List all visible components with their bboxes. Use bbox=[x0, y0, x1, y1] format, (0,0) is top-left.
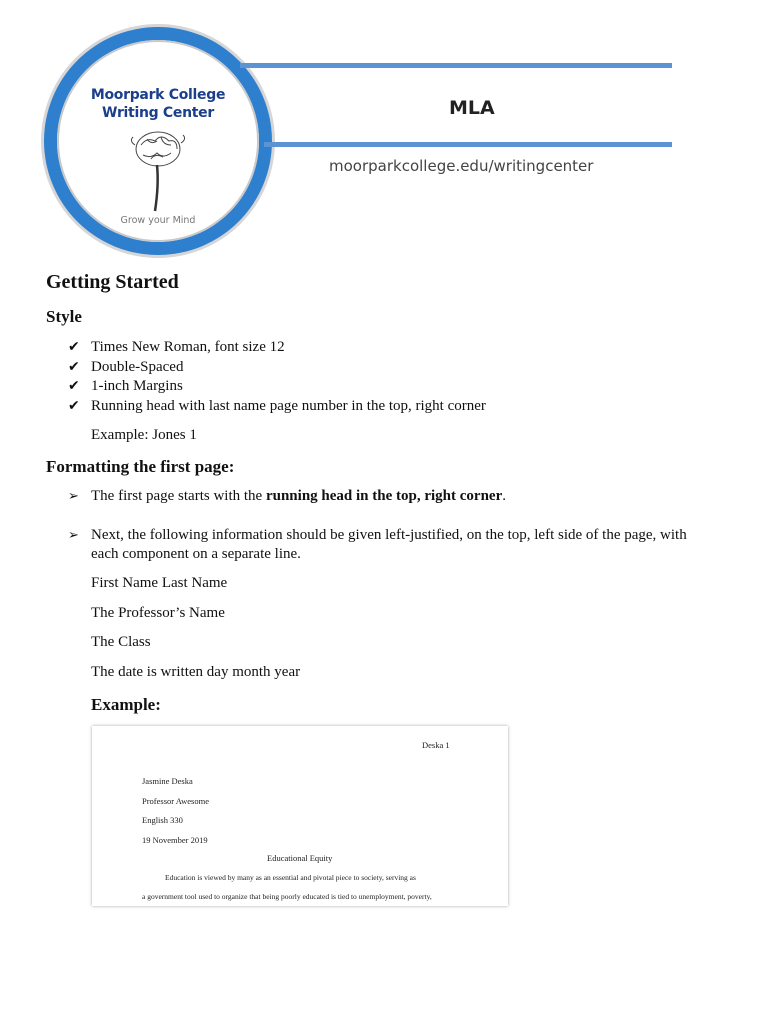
style-example: Example: Jones 1 bbox=[91, 427, 197, 443]
list-item-text: Double-Spaced bbox=[91, 358, 184, 375]
info-line-professor: The Professor’s Name bbox=[91, 605, 225, 621]
logo-tagline: Grow your Mind bbox=[120, 215, 196, 226]
logo-line-2: Writing Center bbox=[102, 105, 214, 121]
sample-class: English 330 bbox=[142, 815, 183, 825]
checkmark-icon: ✔ bbox=[68, 358, 80, 375]
bullet-text-bold: running head in the top, right corner bbox=[265, 488, 503, 504]
bullet-text-prefix: The first page starts with the bbox=[91, 488, 266, 504]
checkmark-icon: ✔ bbox=[68, 339, 80, 355]
logo-inner bbox=[57, 40, 259, 242]
info-line-date: The date is written day month year bbox=[91, 664, 301, 680]
list-item bbox=[46, 358, 486, 378]
style-heading: Style bbox=[46, 307, 82, 326]
brain-tree-icon bbox=[127, 125, 189, 213]
getting-started-heading: Getting Started bbox=[46, 271, 179, 293]
list-item bbox=[46, 397, 486, 417]
arrow-bullet-icon: ➢ bbox=[68, 489, 79, 504]
example-page-image bbox=[92, 726, 508, 906]
logo-line-1: Moorpark College bbox=[90, 87, 226, 103]
list-item-text: 1-inch Margins bbox=[91, 378, 183, 394]
logo-title bbox=[57, 86, 259, 122]
sample-running-head: Deska 1 bbox=[422, 740, 450, 750]
logo bbox=[44, 27, 272, 255]
sample-date: 19 November 2019 bbox=[142, 835, 208, 845]
style-checklist bbox=[46, 338, 486, 416]
checkmark-icon: ✔ bbox=[68, 378, 80, 394]
bullet-text-line-1: Next, the following information should be given left-justified, on the top, left side of the page, with bbox=[91, 527, 687, 543]
sample-title: Educational Equity bbox=[267, 853, 333, 863]
list-item bbox=[46, 338, 486, 358]
sample-paragraph-line-1: Education is viewed by many as an essential and pivotal piece to society, serving as bbox=[165, 873, 416, 882]
bullet-text-suffix: . bbox=[502, 488, 506, 504]
list-item-text: Running head with last name page number in the top, right corner bbox=[91, 397, 486, 414]
header-bottom-line bbox=[264, 142, 672, 147]
arrow-bullet-icon: ➢ bbox=[68, 528, 79, 543]
info-line-name: First Name Last Name bbox=[91, 575, 228, 591]
bullet-text bbox=[46, 487, 706, 506]
sample-professor: Professor Awesome bbox=[142, 796, 209, 806]
formatting-heading: Formatting the first page: bbox=[46, 457, 235, 476]
bullet-text-line-2: each component on a separate line. bbox=[91, 546, 301, 562]
checkmark-icon: ✔ bbox=[68, 397, 80, 414]
header-url: moorparkcollege.edu/writingcenter bbox=[329, 157, 594, 175]
list-item bbox=[46, 377, 486, 397]
header-top-line bbox=[240, 63, 672, 68]
page-title: MLA bbox=[449, 97, 495, 119]
info-line-class: The Class bbox=[91, 634, 151, 650]
list-item-text: Times New Roman, font size 12 bbox=[91, 339, 285, 355]
bullet-left-justified bbox=[46, 526, 706, 564]
example-heading: Example: bbox=[91, 695, 161, 714]
sample-paragraph-line-2: a government tool used to organize that being poorly educated is tied to unemployment, poverty, bbox=[142, 892, 432, 901]
bullet-running-head bbox=[46, 487, 706, 506]
sample-name: Jasmine Deska bbox=[142, 776, 193, 786]
